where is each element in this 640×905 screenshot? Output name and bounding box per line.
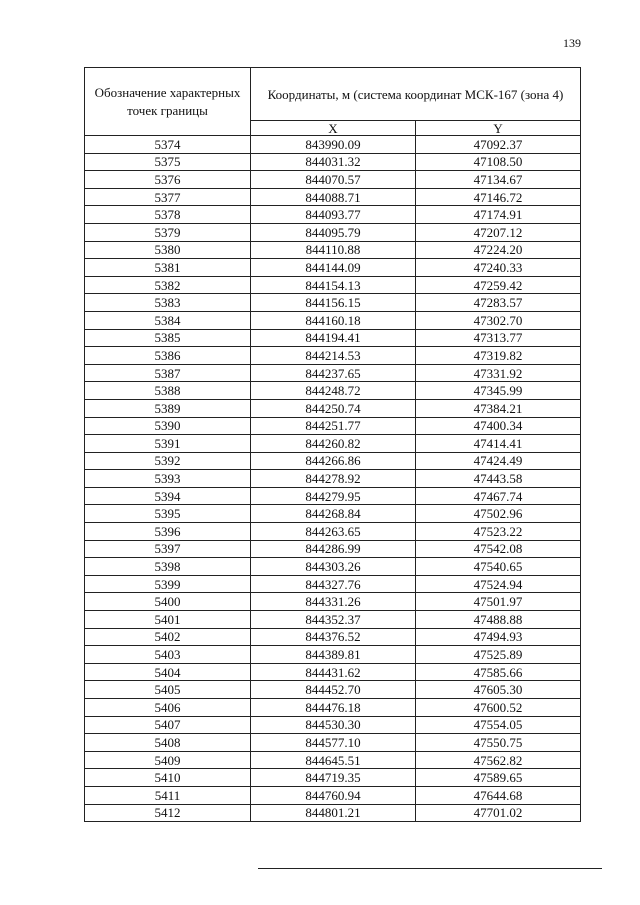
- y-cell: 47542.08: [416, 540, 581, 558]
- y-cell: 47384.21: [416, 399, 581, 417]
- point-cell: 5380: [85, 241, 251, 259]
- x-cell: 844160.18: [251, 311, 416, 329]
- point-cell: 5407: [85, 716, 251, 734]
- point-cell: 5394: [85, 487, 251, 505]
- page-number: 139: [563, 36, 581, 50]
- point-cell: 5397: [85, 540, 251, 558]
- point-cell: 5387: [85, 364, 251, 382]
- x-cell: 844476.18: [251, 699, 416, 717]
- x-cell: 844278.92: [251, 470, 416, 488]
- table-row: [85, 364, 581, 382]
- y-cell: 47550.75: [416, 734, 581, 752]
- y-cell: 47283.57: [416, 294, 581, 312]
- x-cell: 844031.32: [251, 153, 416, 171]
- table-row: [85, 435, 581, 453]
- table-row: [85, 611, 581, 629]
- y-cell: 47502.96: [416, 505, 581, 523]
- point-cell: 5382: [85, 276, 251, 294]
- point-cell: 5393: [85, 470, 251, 488]
- point-cell: 5383: [85, 294, 251, 312]
- table-row: [85, 575, 581, 593]
- y-cell: 47443.58: [416, 470, 581, 488]
- x-cell: 844070.57: [251, 171, 416, 189]
- table-row: [85, 540, 581, 558]
- table-row: [85, 136, 581, 154]
- point-cell: 5400: [85, 593, 251, 611]
- table-row: [85, 276, 581, 294]
- table-row: [85, 699, 581, 717]
- table-row: [85, 751, 581, 769]
- x-cell: 844251.77: [251, 417, 416, 435]
- point-cell: 5396: [85, 523, 251, 541]
- x-cell: 844248.72: [251, 382, 416, 400]
- y-cell: 47600.52: [416, 699, 581, 717]
- x-cell: 844331.26: [251, 593, 416, 611]
- table-row: [85, 470, 581, 488]
- y-cell: 47146.72: [416, 188, 581, 206]
- point-cell: 5381: [85, 259, 251, 277]
- y-cell: 47319.82: [416, 347, 581, 365]
- point-cell: 5409: [85, 751, 251, 769]
- y-cell: 47092.37: [416, 136, 581, 154]
- coordinates-header: [251, 68, 581, 121]
- point-cell: 5395: [85, 505, 251, 523]
- point-cell: 5406: [85, 699, 251, 717]
- y-cell: 47554.05: [416, 716, 581, 734]
- point-cell: 5386: [85, 347, 251, 365]
- x-column-header: X: [251, 121, 416, 136]
- y-cell: 47414.41: [416, 435, 581, 453]
- table-row: [85, 769, 581, 787]
- bottom-divider: [258, 868, 602, 869]
- table-row: [85, 206, 581, 224]
- x-cell: 844645.51: [251, 751, 416, 769]
- point-cell: 5392: [85, 452, 251, 470]
- table-row: [85, 593, 581, 611]
- y-cell: 47562.82: [416, 751, 581, 769]
- x-cell: 844286.99: [251, 540, 416, 558]
- coordinates-header-text: Координаты, м (система координат МСК-167 (зона 4): [267, 86, 564, 102]
- point-cell: 5410: [85, 769, 251, 787]
- coordinates-table: [84, 67, 581, 822]
- y-cell: 47494.93: [416, 628, 581, 646]
- y-cell: 47134.67: [416, 171, 581, 189]
- x-cell: 844303.26: [251, 558, 416, 576]
- y-cell: 47501.97: [416, 593, 581, 611]
- y-cell: 47207.12: [416, 223, 581, 241]
- x-cell: 844088.71: [251, 188, 416, 206]
- x-cell: 844144.09: [251, 259, 416, 277]
- designation-header: [85, 68, 251, 136]
- point-cell: 5398: [85, 558, 251, 576]
- point-cell: 5385: [85, 329, 251, 347]
- point-cell: 5408: [85, 734, 251, 752]
- x-cell: 844093.77: [251, 206, 416, 224]
- point-cell: 5389: [85, 399, 251, 417]
- table-row: [85, 716, 581, 734]
- table-row: [85, 663, 581, 681]
- point-cell: 5412: [85, 804, 251, 822]
- table-row: [85, 382, 581, 400]
- x-cell: 844237.65: [251, 364, 416, 382]
- table-row: [85, 223, 581, 241]
- table-row: [85, 311, 581, 329]
- y-cell: 47331.92: [416, 364, 581, 382]
- x-cell: 844352.37: [251, 611, 416, 629]
- y-cell: 47644.68: [416, 786, 581, 804]
- x-cell: 844154.13: [251, 276, 416, 294]
- point-cell: 5390: [85, 417, 251, 435]
- table-row: [85, 399, 581, 417]
- table-row: [85, 558, 581, 576]
- x-cell: 844268.84: [251, 505, 416, 523]
- y-cell: 47313.77: [416, 329, 581, 347]
- x-cell: 843990.09: [251, 136, 416, 154]
- table-row: [85, 188, 581, 206]
- table-row: [85, 646, 581, 664]
- table-row: [85, 171, 581, 189]
- table-row: [85, 786, 581, 804]
- y-cell: 47240.33: [416, 259, 581, 277]
- y-cell: 47302.70: [416, 311, 581, 329]
- point-cell: 5376: [85, 171, 251, 189]
- table-row: [85, 417, 581, 435]
- x-cell: 844327.76: [251, 575, 416, 593]
- y-cell: 47224.20: [416, 241, 581, 259]
- point-cell: 5384: [85, 311, 251, 329]
- x-cell: 844095.79: [251, 223, 416, 241]
- x-cell: 844250.74: [251, 399, 416, 417]
- x-cell: 844263.65: [251, 523, 416, 541]
- x-cell: 844760.94: [251, 786, 416, 804]
- table-row: [85, 452, 581, 470]
- x-cell: 844389.81: [251, 646, 416, 664]
- point-cell: 5403: [85, 646, 251, 664]
- point-cell: 5405: [85, 681, 251, 699]
- x-cell: 844110.88: [251, 241, 416, 259]
- y-cell: 47467.74: [416, 487, 581, 505]
- x-cell: 844719.35: [251, 769, 416, 787]
- point-cell: 5379: [85, 223, 251, 241]
- table-row: [85, 505, 581, 523]
- y-cell: 47424.49: [416, 452, 581, 470]
- y-cell: 47174.91: [416, 206, 581, 224]
- x-cell: 844376.52: [251, 628, 416, 646]
- table-row: [85, 734, 581, 752]
- point-cell: 5411: [85, 786, 251, 804]
- y-cell: 47488.88: [416, 611, 581, 629]
- y-cell: 47540.65: [416, 558, 581, 576]
- table-row: [85, 523, 581, 541]
- x-cell: 844431.62: [251, 663, 416, 681]
- y-cell: 47585.66: [416, 663, 581, 681]
- x-cell: 844577.10: [251, 734, 416, 752]
- table-row: [85, 241, 581, 259]
- table-row: [85, 347, 581, 365]
- point-cell: 5399: [85, 575, 251, 593]
- point-cell: 5402: [85, 628, 251, 646]
- x-cell: 844266.86: [251, 452, 416, 470]
- table-row: [85, 804, 581, 822]
- table-row: [85, 487, 581, 505]
- y-cell: 47345.99: [416, 382, 581, 400]
- x-cell: 844260.82: [251, 435, 416, 453]
- point-cell: 5401: [85, 611, 251, 629]
- x-cell: 844156.15: [251, 294, 416, 312]
- point-cell: 5388: [85, 382, 251, 400]
- table-row: [85, 153, 581, 171]
- y-cell: 47525.89: [416, 646, 581, 664]
- table-row: [85, 259, 581, 277]
- y-cell: 47400.34: [416, 417, 581, 435]
- y-column-header: Y: [416, 121, 581, 136]
- x-cell: 844452.70: [251, 681, 416, 699]
- y-cell: 47259.42: [416, 276, 581, 294]
- y-cell: 47589.65: [416, 769, 581, 787]
- x-cell: 844530.30: [251, 716, 416, 734]
- point-cell: 5378: [85, 206, 251, 224]
- y-cell: 47701.02: [416, 804, 581, 822]
- table-row: [85, 628, 581, 646]
- x-cell: 844214.53: [251, 347, 416, 365]
- point-cell: 5377: [85, 188, 251, 206]
- y-cell: 47523.22: [416, 523, 581, 541]
- point-cell: 5391: [85, 435, 251, 453]
- designation-header-text: Обозначение характерных точек границы: [94, 84, 241, 118]
- table-body: [85, 136, 581, 822]
- y-cell: 47605.30: [416, 681, 581, 699]
- point-cell: 5404: [85, 663, 251, 681]
- x-cell: 844801.21: [251, 804, 416, 822]
- point-cell: 5375: [85, 153, 251, 171]
- y-cell: 47108.50: [416, 153, 581, 171]
- x-cell: 844279.95: [251, 487, 416, 505]
- table-row: [85, 329, 581, 347]
- point-cell: 5374: [85, 136, 251, 154]
- y-cell: 47524.94: [416, 575, 581, 593]
- table-row: [85, 294, 581, 312]
- x-cell: 844194.41: [251, 329, 416, 347]
- table-row: [85, 681, 581, 699]
